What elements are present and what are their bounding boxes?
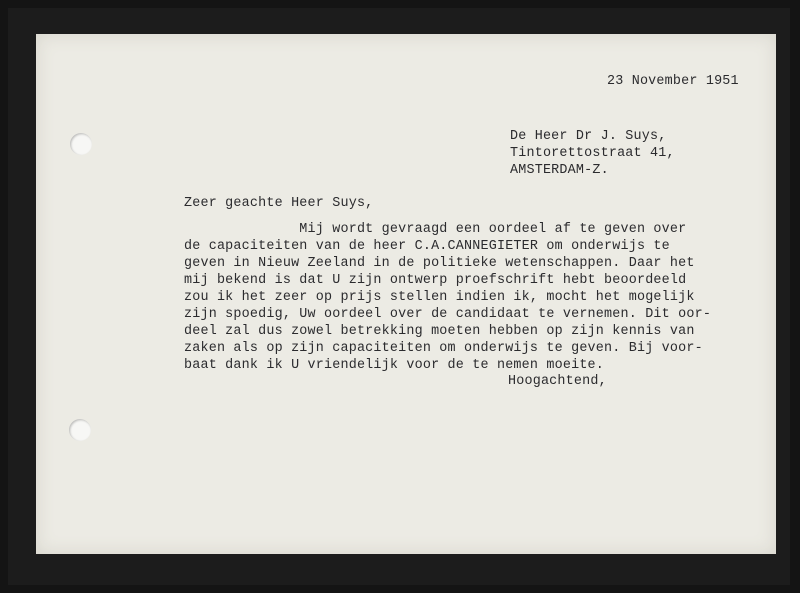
closing: Hoogachtend,	[508, 374, 607, 389]
address-line: Tintorettostraat 41,	[510, 146, 675, 161]
body-line: zaken als op zijn capaciteiten om onderwijs te geven. Bij voor-	[184, 341, 703, 356]
body-line: zijn spoedig, Uw oordeel over de candidaat te vernemen. Dit oor-	[184, 307, 712, 322]
recipient-address	[510, 128, 675, 179]
body-line: deel zal dus zowel betrekking moeten hebben op zijn kennis van	[184, 324, 695, 339]
body-line: geven in Nieuw Zeeland in de politieke wetenschappen. Daar het	[184, 256, 695, 271]
punch-hole-top	[70, 133, 92, 155]
letter-date: 23 November 1951	[607, 74, 739, 89]
body-line: zou ik het zeer op prijs stellen indien ik, mocht het mogelijk	[184, 290, 695, 305]
punch-hole-bottom	[69, 419, 91, 441]
address-line: AMSTERDAM-Z.	[510, 163, 609, 178]
letter-body	[184, 221, 711, 374]
letter-page	[36, 34, 776, 554]
address-line: De Heer Dr J. Suys,	[510, 129, 667, 144]
body-line: Mij wordt gevraagd een oordeel af te geven over	[184, 222, 687, 237]
body-line: baat dank ik U vriendelijk voor de te nemen moeite.	[184, 358, 605, 373]
body-line: de capaciteiten van de heer C.A.CANNEGIETER om onderwijs te	[184, 239, 670, 254]
scan-frame	[8, 8, 790, 585]
body-line: mij bekend is dat U zijn ontwerp proefschrift hebt beoordeeld	[184, 273, 687, 288]
salutation: Zeer geachte Heer Suys,	[184, 196, 374, 211]
